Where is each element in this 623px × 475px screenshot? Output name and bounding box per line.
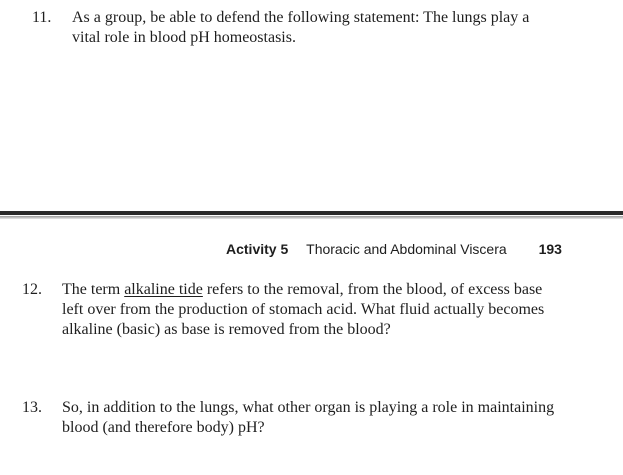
running-head [226, 240, 562, 258]
question-12-line-1-end: refers to the removal, from the blood, of excess base [202, 281, 543, 298]
question-12-line-1 [62, 280, 602, 300]
question-11-line-2: vital role in blood pH homeostasis. [72, 29, 296, 46]
question-13-line-2: blood (and therefore body) pH? [62, 419, 265, 436]
page-divider-shadow [0, 216, 623, 219]
question-13-number: 13. [22, 399, 42, 416]
question-12-line-1-start: The term [62, 281, 125, 298]
question-12-line-2: left over from the production of stomach acid. What fluid actually becomes [62, 301, 545, 318]
question-11-text [72, 8, 592, 48]
activity-label: Activity 5 [226, 241, 289, 257]
question-12-text [62, 280, 602, 340]
page-divider [0, 211, 623, 215]
question-13-text [62, 398, 602, 438]
section-title: Thoracic and Abdominal Viscera [306, 241, 507, 257]
page-number: 193 [538, 241, 562, 257]
question-12-number: 12. [22, 281, 42, 298]
question-11-line-1: As a group, be able to defend the following statement: The lungs play a [72, 9, 530, 26]
question-13-line-1: So, in addition to the lungs, what other organ is playing a role in maintaining [62, 399, 555, 416]
question-12-line-3: alkaline (basic) as base is removed from the blood? [62, 321, 391, 338]
question-11-number: 11. [32, 9, 52, 26]
underlined-term: alkaline tide [124, 281, 203, 298]
